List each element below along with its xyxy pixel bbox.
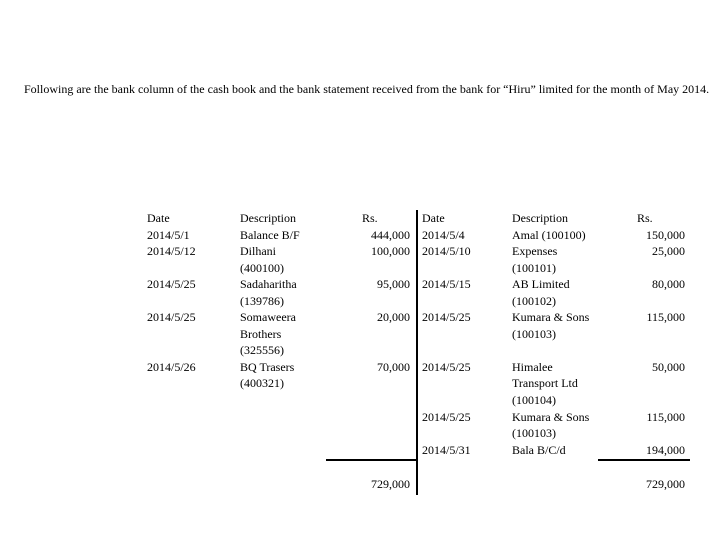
t-account-divider bbox=[416, 210, 418, 495]
right-description: Amal (100100) bbox=[512, 228, 586, 242]
right-amount: 50,000 bbox=[652, 360, 685, 374]
right-date: 2014/5/25 bbox=[422, 310, 471, 324]
right-amount: 80,000 bbox=[652, 277, 685, 291]
left-description: (400321) bbox=[240, 376, 284, 390]
right-description: Bala B/C/d bbox=[512, 443, 566, 457]
left-description: BQ Trasers bbox=[240, 360, 295, 374]
right-date: 2014/5/15 bbox=[422, 277, 471, 291]
left-amount: 95,000 bbox=[377, 277, 410, 291]
left-description-header: Description bbox=[240, 211, 296, 225]
left-date-header: Date bbox=[147, 211, 170, 225]
left-description: Somaweera bbox=[240, 310, 296, 324]
left-description: (139786) bbox=[240, 294, 284, 308]
right-date: 2014/5/4 bbox=[422, 228, 465, 242]
right-description: Kumara & Sons bbox=[512, 310, 590, 324]
right-amount: 194,000 bbox=[646, 443, 685, 457]
right-description: (100103) bbox=[512, 327, 556, 341]
right-description: (100103) bbox=[512, 426, 556, 440]
right-amount: 25,000 bbox=[652, 244, 685, 258]
right-date-header: Date bbox=[422, 211, 445, 225]
right-description: (100101) bbox=[512, 261, 556, 275]
right-description: Transport Ltd bbox=[512, 376, 578, 390]
right-rs-header: Rs. bbox=[637, 211, 653, 225]
left-rs-header: Rs. bbox=[362, 211, 378, 225]
right-amount: 115,000 bbox=[646, 410, 685, 424]
right-total-rule bbox=[598, 459, 690, 461]
right-date: 2014/5/25 bbox=[422, 410, 471, 424]
right-amount: 150,000 bbox=[646, 228, 685, 242]
right-description: Expenses bbox=[512, 244, 558, 258]
left-amount: 70,000 bbox=[377, 360, 410, 374]
left-description: Dilhani bbox=[240, 244, 276, 258]
left-date: 2014/5/1 bbox=[147, 228, 190, 242]
right-date: 2014/5/10 bbox=[422, 244, 471, 258]
right-total: 729,000 bbox=[646, 477, 685, 491]
right-description: Himalee bbox=[512, 360, 553, 374]
left-description: Brothers bbox=[240, 327, 282, 341]
left-date: 2014/5/26 bbox=[147, 360, 196, 374]
right-description: (100102) bbox=[512, 294, 556, 308]
left-description: (325556) bbox=[240, 343, 284, 357]
left-total-rule bbox=[326, 459, 418, 461]
left-description: (400100) bbox=[240, 261, 284, 275]
right-date: 2014/5/25 bbox=[422, 360, 471, 374]
left-date: 2014/5/25 bbox=[147, 310, 196, 324]
right-description-header: Description bbox=[512, 211, 568, 225]
right-amount: 115,000 bbox=[646, 310, 685, 324]
left-amount: 100,000 bbox=[371, 244, 410, 258]
right-description: (100104) bbox=[512, 393, 556, 407]
left-description: Balance B/F bbox=[240, 228, 300, 242]
right-description: AB Limited bbox=[512, 277, 570, 291]
left-date: 2014/5/12 bbox=[147, 244, 196, 258]
right-description: Kumara & Sons bbox=[512, 410, 590, 424]
left-amount: 444,000 bbox=[371, 228, 410, 242]
left-amount: 20,000 bbox=[377, 310, 410, 324]
left-description: Sadaharitha bbox=[240, 277, 297, 291]
left-date: 2014/5/25 bbox=[147, 277, 196, 291]
right-date: 2014/5/31 bbox=[422, 443, 471, 457]
left-total: 729,000 bbox=[371, 477, 410, 491]
intro-text: Following are the bank column of the cash book and the bank statement received from the bank for “Hiru” limited for the month of May 2014. bbox=[24, 82, 710, 96]
